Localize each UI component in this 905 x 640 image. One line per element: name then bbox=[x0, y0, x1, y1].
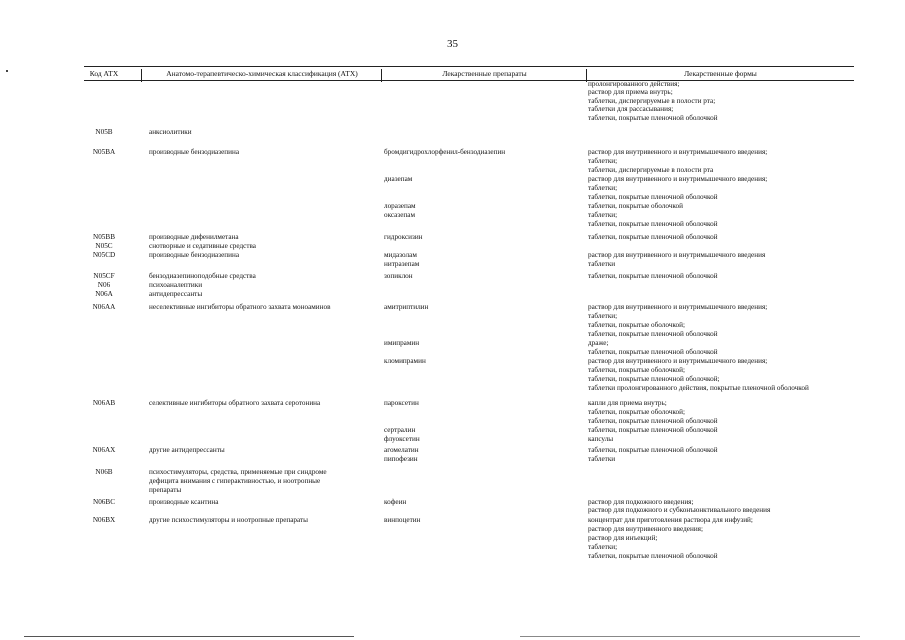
row-classification: бензодиазепиноподобные средства bbox=[149, 272, 256, 280]
table-row bbox=[0, 220, 905, 230]
row-form: раствор для внутривенного и внутримышечного введения bbox=[588, 251, 766, 259]
row-form: таблетки, покрытые пленочной оболочкой; bbox=[588, 375, 720, 383]
header-code: Код АТХ bbox=[89, 69, 119, 78]
row-drug: бромдигидрохлорфенил-бензодиазепин bbox=[384, 148, 506, 156]
row-form: таблетки, покрытые пленочной оболочкой bbox=[588, 193, 718, 201]
row-form: капсулы bbox=[588, 435, 614, 443]
row-drug: кофеин bbox=[384, 498, 407, 506]
row-classification: другие антидепрессанты bbox=[149, 446, 225, 454]
row-code: N06AA bbox=[92, 303, 116, 311]
row-classification: снотворные и седативные средства bbox=[149, 242, 256, 250]
row-code: N05BB bbox=[93, 233, 115, 241]
row-classification: препараты bbox=[149, 486, 182, 494]
row-code: N06BC bbox=[93, 498, 115, 506]
row-form: раствор для подкожного введения; bbox=[588, 498, 694, 506]
row-classification: производные бензодиазепина bbox=[149, 148, 240, 156]
row-form: таблетки, покрытые пленочной оболочкой bbox=[588, 417, 718, 425]
row-form: раствор для внутривенного и внутримышечного введения; bbox=[588, 175, 768, 183]
row-drug: кломипрамин bbox=[384, 357, 426, 365]
row-form: таблетки; bbox=[588, 312, 618, 320]
table-row bbox=[0, 260, 905, 270]
row-form: таблетки, покрытые пленочной оболочкой bbox=[588, 446, 718, 454]
row-form: раствор для приема внутрь; bbox=[588, 88, 673, 96]
row-form: таблетки, покрытые пленочной оболочкой bbox=[588, 233, 718, 241]
row-form: раствор для внутривенного и внутримышечного введения; bbox=[588, 303, 768, 311]
scan-dot bbox=[6, 70, 8, 72]
row-classification: неселективные ингибиторы обратного захвата моноаминов bbox=[149, 303, 331, 311]
row-form: таблетки, покрытые пленочной оболочкой bbox=[588, 330, 718, 338]
row-classification: производные бензодиазепина bbox=[149, 251, 240, 259]
table-row bbox=[0, 114, 905, 124]
row-code: N06B bbox=[95, 468, 113, 476]
row-drug: пипофезин bbox=[384, 455, 418, 463]
row-drug: пароксетин bbox=[384, 399, 419, 407]
row-form: таблетки; bbox=[588, 157, 618, 165]
row-classification: психоаналептики bbox=[149, 281, 203, 289]
row-drug: амитриптилин bbox=[384, 303, 429, 311]
row-classification: психостимуляторы, средства, применяемые при синдроме bbox=[149, 468, 327, 476]
footer-rule bbox=[24, 636, 354, 637]
row-classification: производные дифенилметана bbox=[149, 233, 239, 241]
row-classification: производные ксантина bbox=[149, 498, 219, 506]
row-drug: сертралин bbox=[384, 426, 416, 434]
row-form: таблетки, диспергируемые в полости рта bbox=[588, 166, 714, 174]
row-drug: имипрамин bbox=[384, 339, 420, 347]
row-form: раствор для внутривенного и внутримышечного введения; bbox=[588, 148, 768, 156]
row-form: раствор для подкожного и субконъюнктивального введения bbox=[588, 506, 771, 514]
row-drug: гидроксизин bbox=[384, 233, 423, 241]
row-form: таблетки, покрытые оболочкой; bbox=[588, 408, 685, 416]
row-drug: флуоксетин bbox=[384, 435, 420, 443]
row-form: таблетки, покрытые пленочной оболочкой bbox=[588, 114, 718, 122]
row-code: N05B bbox=[95, 128, 113, 136]
row-classification: анксиолитики bbox=[149, 128, 192, 136]
row-form: таблетки, покрытые пленочной оболочкой bbox=[588, 220, 718, 228]
row-code: N06A bbox=[95, 290, 113, 298]
row-form: таблетки bbox=[588, 260, 616, 268]
header-classification: Анатомо-терапевтическо-химическая классификация (АТХ) bbox=[166, 69, 358, 78]
table-row bbox=[0, 384, 905, 394]
table-row bbox=[0, 552, 905, 562]
row-form: таблетки, покрытые пленочной оболочкой bbox=[588, 272, 718, 280]
row-form: пролонгированного действия; bbox=[588, 80, 680, 88]
row-code: N05C bbox=[95, 242, 113, 250]
table-row bbox=[0, 486, 905, 496]
row-form: таблетки пролонгированного действия, покрытые пленочной оболочкой bbox=[588, 384, 809, 392]
row-form: капли для приема внутрь; bbox=[588, 399, 667, 407]
row-code: N06AB bbox=[92, 399, 116, 407]
row-form: драже; bbox=[588, 339, 609, 347]
row-form: таблетки; bbox=[588, 543, 618, 551]
row-code: N05CD bbox=[92, 251, 116, 259]
row-form: таблетки, покрытые пленочной оболочкой bbox=[588, 348, 718, 356]
row-form: таблетки, покрытые оболочкой bbox=[588, 202, 683, 210]
row-code: N06BX bbox=[92, 516, 116, 524]
footer-rule bbox=[520, 636, 860, 637]
row-drug: зопиклон bbox=[384, 272, 413, 280]
table-row bbox=[0, 435, 905, 445]
row-drug: агомелатин bbox=[384, 446, 419, 454]
page-number: 35 bbox=[447, 38, 458, 50]
row-code: N06AX bbox=[92, 446, 116, 454]
row-classification: другие психостимуляторы и ноотропные препараты bbox=[149, 516, 309, 524]
row-form: таблетки, покрытые оболочкой; bbox=[588, 321, 685, 329]
row-form: таблетки bbox=[588, 455, 616, 463]
table-row bbox=[0, 455, 905, 465]
row-form: таблетки, покрытые пленочной оболочкой bbox=[588, 426, 718, 434]
row-code: N05BA bbox=[92, 148, 116, 156]
table-row bbox=[0, 290, 905, 300]
row-form: таблетки, диспергируемые в полости рта; bbox=[588, 97, 716, 105]
row-form: раствор для внутривенного введения; bbox=[588, 525, 703, 533]
header-forms: Лекарственные формы bbox=[684, 69, 757, 78]
table-row bbox=[0, 128, 905, 138]
row-form: концентрат для приготовления раствора для инфузий; bbox=[588, 516, 753, 524]
row-form: таблетки для рассасывания; bbox=[588, 105, 674, 113]
row-form: раствор для внутривенного и внутримышечного введения; bbox=[588, 357, 768, 365]
header-drugs: Лекарственные препараты bbox=[442, 69, 527, 78]
row-code: N05CF bbox=[93, 272, 115, 280]
row-form: таблетки; bbox=[588, 211, 618, 219]
row-drug: мидазолам bbox=[384, 251, 417, 259]
row-drug: диазепам bbox=[384, 175, 413, 183]
row-form: таблетки, покрытые пленочной оболочкой bbox=[588, 552, 718, 560]
row-classification: дефицита внимания с гиперактивностью, и ноотропные bbox=[149, 477, 321, 485]
row-drug: нитразепам bbox=[384, 260, 420, 268]
row-drug: винпоцетин bbox=[384, 516, 421, 524]
row-classification: селективные ингибиторы обратного захвата серотонина bbox=[149, 399, 321, 407]
row-drug: оксазепам bbox=[384, 211, 415, 219]
table-header bbox=[84, 66, 854, 81]
row-form: раствор для инъекций; bbox=[588, 534, 658, 542]
row-code: N06 bbox=[97, 281, 111, 289]
row-form: таблетки; bbox=[588, 184, 618, 192]
row-classification: антидепрессанты bbox=[149, 290, 203, 298]
table-row bbox=[0, 506, 905, 516]
row-drug: лоразепам bbox=[384, 202, 416, 210]
row-form: таблетки, покрытые оболочкой; bbox=[588, 366, 685, 374]
